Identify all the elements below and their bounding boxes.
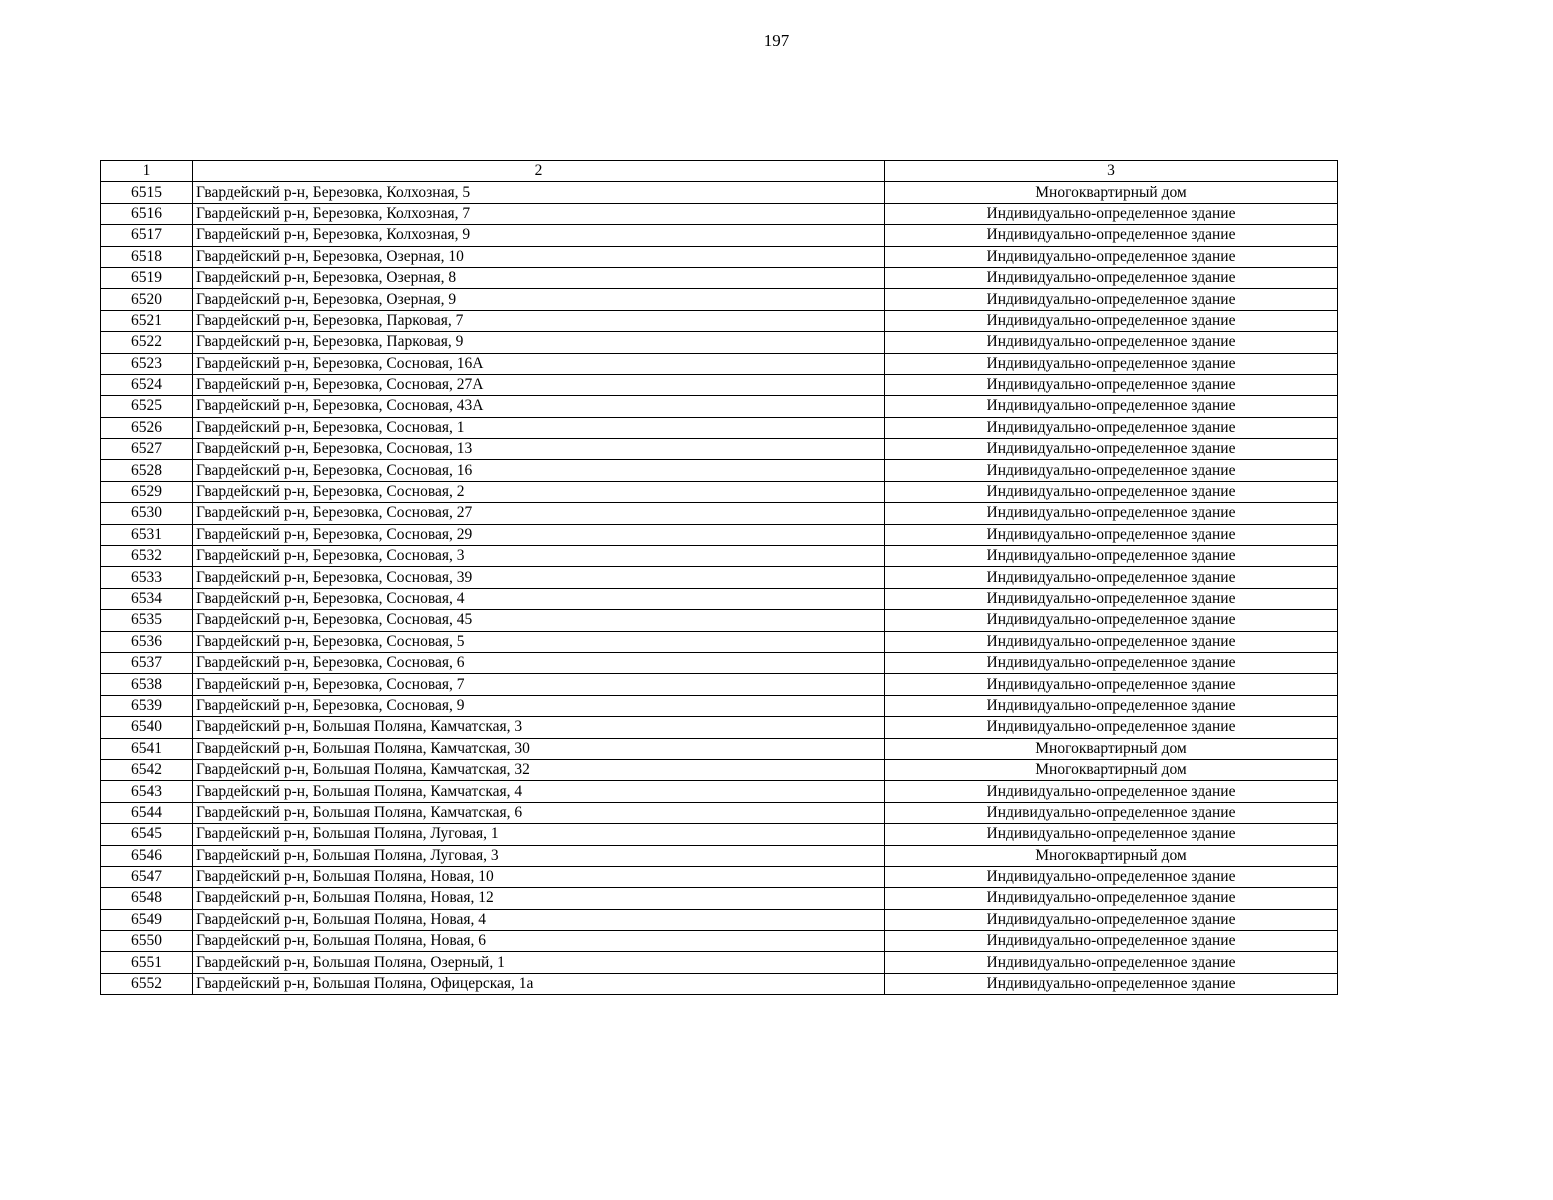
cell-number: 6526: [101, 417, 193, 438]
cell-number: 6549: [101, 909, 193, 930]
cell-address: Гвардейский р-н, Березовка, Сосновая, 39: [193, 567, 885, 588]
cell-address: Гвардейский р-н, Большая Поляна, Камчатская, 32: [193, 759, 885, 780]
table-row: [101, 845, 1338, 866]
cell-building-type: Индивидуально-определенное здание: [885, 353, 1338, 374]
cell-building-type: Индивидуально-определенное здание: [885, 481, 1338, 502]
table-row: [101, 332, 1338, 353]
cell-address: Гвардейский р-н, Березовка, Озерная, 9: [193, 289, 885, 310]
cell-building-type: Индивидуально-определенное здание: [885, 310, 1338, 331]
cell-address: Гвардейский р-н, Березовка, Сосновая, 45: [193, 610, 885, 631]
cell-number: 6545: [101, 824, 193, 845]
table-row: [101, 973, 1338, 994]
cell-address: Гвардейский р-н, Большая Поляна, Озерный, 1: [193, 952, 885, 973]
cell-number: 6517: [101, 225, 193, 246]
table-row: [101, 610, 1338, 631]
page-number: 197: [763, 31, 790, 50]
table-row: [101, 203, 1338, 224]
cell-building-type: Индивидуально-определенное здание: [885, 695, 1338, 716]
cell-building-type: Индивидуально-определенное здание: [885, 909, 1338, 930]
cell-building-type: Индивидуально-определенное здание: [885, 931, 1338, 952]
table-header-row: [101, 161, 1338, 182]
cell-address: Гвардейский р-н, Березовка, Сосновая, 3: [193, 546, 885, 567]
cell-address: Гвардейский р-н, Березовка, Сосновая, 6: [193, 652, 885, 673]
table-row: [101, 182, 1338, 203]
cell-building-type: Индивидуально-определенное здание: [885, 396, 1338, 417]
cell-building-type: Индивидуально-определенное здание: [885, 610, 1338, 631]
cell-number: 6530: [101, 503, 193, 524]
cell-number: 6531: [101, 524, 193, 545]
cell-address: Гвардейский р-н, Большая Поляна, Новая, 12: [193, 888, 885, 909]
cell-building-type: Индивидуально-определенное здание: [885, 546, 1338, 567]
cell-number: 6538: [101, 674, 193, 695]
table-row: [101, 310, 1338, 331]
cell-building-type: Индивидуально-определенное здание: [885, 952, 1338, 973]
cell-address: Гвардейский р-н, Большая Поляна, Луговая, 1: [193, 824, 885, 845]
table-row: [101, 888, 1338, 909]
cell-address: Гвардейский р-н, Большая Поляна, Новая, 4: [193, 909, 885, 930]
cell-address: Гвардейский р-н, Березовка, Сосновая, 9: [193, 695, 885, 716]
table-row: [101, 588, 1338, 609]
cell-number: 6552: [101, 973, 193, 994]
cell-building-type: Многоквартирный дом: [885, 759, 1338, 780]
cell-number: 6518: [101, 246, 193, 267]
table-row: [101, 524, 1338, 545]
table-row: [101, 695, 1338, 716]
cell-number: 6550: [101, 931, 193, 952]
cell-number: 6524: [101, 374, 193, 395]
cell-building-type: Индивидуально-определенное здание: [885, 374, 1338, 395]
cell-number: 6515: [101, 182, 193, 203]
cell-number: 6543: [101, 781, 193, 802]
cell-number: 6547: [101, 866, 193, 887]
cell-address: Гвардейский р-н, Березовка, Сосновая, 16А: [193, 353, 885, 374]
cell-building-type: Индивидуально-определенное здание: [885, 503, 1338, 524]
cell-building-type: Индивидуально-определенное здание: [885, 289, 1338, 310]
cell-address: Гвардейский р-н, Большая Поляна, Камчатская, 30: [193, 738, 885, 759]
table-row: [101, 631, 1338, 652]
table-row: [101, 824, 1338, 845]
cell-number: 6519: [101, 267, 193, 288]
cell-building-type: Индивидуально-определенное здание: [885, 781, 1338, 802]
cell-number: 6533: [101, 567, 193, 588]
cell-building-type: Индивидуально-определенное здание: [885, 866, 1338, 887]
cell-number: 6541: [101, 738, 193, 759]
table-row: [101, 674, 1338, 695]
cell-address: Гвардейский р-н, Большая Поляна, Луговая, 3: [193, 845, 885, 866]
table-row: [101, 717, 1338, 738]
cell-number: 6548: [101, 888, 193, 909]
cell-building-type: Индивидуально-определенное здание: [885, 802, 1338, 823]
cell-address: Гвардейский р-н, Березовка, Озерная, 8: [193, 267, 885, 288]
table-row: [101, 866, 1338, 887]
cell-address: Гвардейский р-н, Березовка, Сосновая, 27А: [193, 374, 885, 395]
cell-number: 6529: [101, 481, 193, 502]
table-row: [101, 353, 1338, 374]
cell-address: Гвардейский р-н, Березовка, Сосновая, 27: [193, 503, 885, 524]
cell-number: 6534: [101, 588, 193, 609]
cell-number: 6532: [101, 546, 193, 567]
table-row: [101, 289, 1338, 310]
cell-address: Гвардейский р-н, Березовка, Сосновая, 2: [193, 481, 885, 502]
cell-building-type: Индивидуально-определенное здание: [885, 652, 1338, 673]
cell-building-type: Индивидуально-определенное здание: [885, 332, 1338, 353]
cell-building-type: Индивидуально-определенное здание: [885, 888, 1338, 909]
cell-number: 6535: [101, 610, 193, 631]
cell-number: 6522: [101, 332, 193, 353]
table-body: [101, 182, 1338, 995]
cell-building-type: Индивидуально-определенное здание: [885, 203, 1338, 224]
table-row: [101, 396, 1338, 417]
table-row: [101, 503, 1338, 524]
cell-address: Гвардейский р-н, Березовка, Парковая, 7: [193, 310, 885, 331]
cell-building-type: Индивидуально-определенное здание: [885, 439, 1338, 460]
table-row: [101, 546, 1338, 567]
cell-address: Гвардейский р-н, Большая Поляна, Офицерская, 1а: [193, 973, 885, 994]
cell-address: Гвардейский р-н, Березовка, Парковая, 9: [193, 332, 885, 353]
cell-address: Гвардейский р-н, Большая Поляна, Новая, 6: [193, 931, 885, 952]
cell-number: 6540: [101, 717, 193, 738]
cell-building-type: Индивидуально-определенное здание: [885, 631, 1338, 652]
cell-address: Гвардейский р-н, Березовка, Колхозная, 7: [193, 203, 885, 224]
cell-address: Гвардейский р-н, Березовка, Сосновая, 1: [193, 417, 885, 438]
cell-building-type: Индивидуально-определенное здание: [885, 246, 1338, 267]
cell-number: 6516: [101, 203, 193, 224]
buildings-table: [100, 160, 1338, 995]
table-row: [101, 652, 1338, 673]
table-row: [101, 802, 1338, 823]
table-row: [101, 267, 1338, 288]
cell-building-type: Индивидуально-определенное здание: [885, 460, 1338, 481]
cell-number: 6520: [101, 289, 193, 310]
cell-address: Гвардейский р-н, Березовка, Колхозная, 9: [193, 225, 885, 246]
cell-number: 6523: [101, 353, 193, 374]
cell-number: 6536: [101, 631, 193, 652]
column-header-type: 3: [885, 161, 1338, 182]
cell-address: Гвардейский р-н, Березовка, Сосновая, 29: [193, 524, 885, 545]
cell-building-type: Индивидуально-определенное здание: [885, 524, 1338, 545]
cell-address: Гвардейский р-н, Березовка, Озерная, 10: [193, 246, 885, 267]
table-row: [101, 931, 1338, 952]
cell-number: 6542: [101, 759, 193, 780]
cell-number: 6521: [101, 310, 193, 331]
cell-building-type: Индивидуально-определенное здание: [885, 717, 1338, 738]
table-row: [101, 246, 1338, 267]
table-row: [101, 374, 1338, 395]
cell-address: Гвардейский р-н, Большая Поляна, Камчатская, 3: [193, 717, 885, 738]
table-row: [101, 952, 1338, 973]
cell-building-type: Индивидуально-определенное здание: [885, 588, 1338, 609]
table-row: [101, 481, 1338, 502]
table-row: [101, 909, 1338, 930]
column-header-number: 1: [101, 161, 193, 182]
cell-building-type: Индивидуально-определенное здание: [885, 417, 1338, 438]
cell-address: Гвардейский р-н, Березовка, Сосновая, 5: [193, 631, 885, 652]
cell-number: 6551: [101, 952, 193, 973]
cell-address: Гвардейский р-н, Березовка, Сосновая, 4: [193, 588, 885, 609]
table-row: [101, 759, 1338, 780]
table-row: [101, 567, 1338, 588]
cell-address: Гвардейский р-н, Березовка, Сосновая, 43А: [193, 396, 885, 417]
cell-building-type: Индивидуально-определенное здание: [885, 824, 1338, 845]
table-row: [101, 439, 1338, 460]
cell-address: Гвардейский р-н, Березовка, Сосновая, 16: [193, 460, 885, 481]
cell-building-type: Индивидуально-определенное здание: [885, 225, 1338, 246]
table-row: [101, 417, 1338, 438]
cell-address: Гвардейский р-н, Большая Поляна, Новая, 10: [193, 866, 885, 887]
table-row: [101, 738, 1338, 759]
table-row: [101, 225, 1338, 246]
cell-building-type: Индивидуально-определенное здание: [885, 973, 1338, 994]
cell-address: Гвардейский р-н, Большая Поляна, Камчатская, 4: [193, 781, 885, 802]
cell-building-type: Индивидуально-определенное здание: [885, 674, 1338, 695]
cell-building-type: Индивидуально-определенное здание: [885, 267, 1338, 288]
cell-address: Гвардейский р-н, Большая Поляна, Камчатская, 6: [193, 802, 885, 823]
cell-address: Гвардейский р-н, Березовка, Сосновая, 7: [193, 674, 885, 695]
cell-address: Гвардейский р-н, Березовка, Сосновая, 13: [193, 439, 885, 460]
column-header-address: 2: [193, 161, 885, 182]
cell-building-type: Индивидуально-определенное здание: [885, 567, 1338, 588]
cell-number: 6539: [101, 695, 193, 716]
cell-number: 6527: [101, 439, 193, 460]
table-row: [101, 781, 1338, 802]
cell-building-type: Многоквартирный дом: [885, 182, 1338, 203]
cell-number: 6544: [101, 802, 193, 823]
cell-number: 6546: [101, 845, 193, 866]
cell-number: 6525: [101, 396, 193, 417]
cell-address: Гвардейский р-н, Березовка, Колхозная, 5: [193, 182, 885, 203]
table-row: [101, 460, 1338, 481]
cell-number: 6537: [101, 652, 193, 673]
cell-building-type: Многоквартирный дом: [885, 845, 1338, 866]
cell-building-type: Многоквартирный дом: [885, 738, 1338, 759]
cell-number: 6528: [101, 460, 193, 481]
